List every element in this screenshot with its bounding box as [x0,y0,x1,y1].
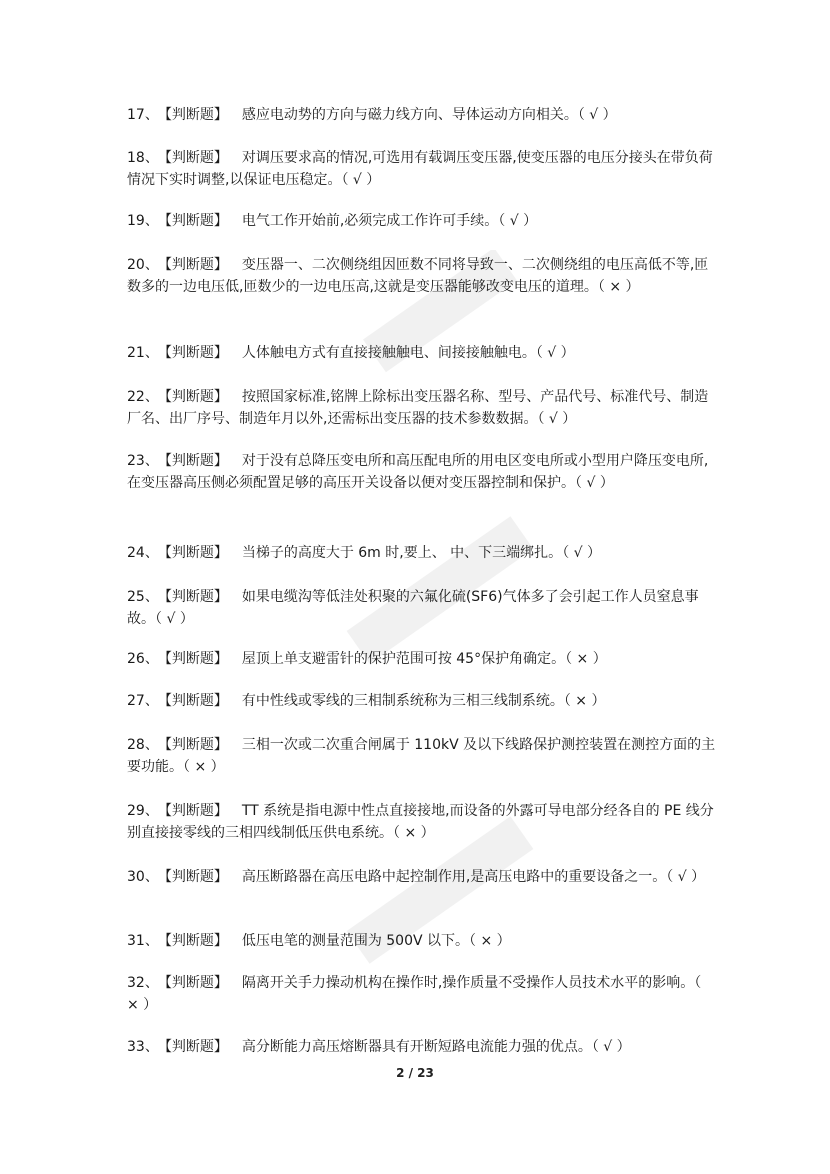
page-number: 2 / 23 [396,1066,434,1080]
question-27: 27、 【判断题】 有中性线或零线的三相制系统称为三相三线制系统。（ × ） [127,693,606,709]
question-28: 28、 【判断题】 三相一次或二次重合闸属于 110kV 及以下线路保护测控装置在测控方面的主要功能。（ × ） [127,737,716,775]
question-21: 21、 【判断题】 人体触电方式有直接接触触电、间接接触触电。（ √ ） [127,345,575,361]
question-31: 31、 【判断题】 低压电笔的测量范围为 500V 以下。（ × ） [127,933,511,949]
question-33: 33、 【判断题】 高分断能力高压熔断器具有开断短路电流能力强的优点。（ √ ） [127,1039,631,1055]
question-26: 26、 【判断题】 屋顶上单支避雷针的保护范围可按 45°保护角确定。（ × ） [127,651,607,667]
question-25: 25、 【判断题】 如果电缆沟等低洼处积聚的六氟化硫(SF6)气体多了会引起工作人员窒息事故。（ √ ） [127,589,699,627]
question-23: 23、 【判断题】 对于没有总降压变电所和高压配电所的用电区变电所或小型用户降压变电所,在变压器高压侧必须配置足够的高压开关设备以便对变压器控制和保护。（ √ ） [127,453,709,491]
question-20: 20、 【判断题】 变压器一、二次侧绕组因匝数不同将导致一、二次侧绕组的电压高低不等,匝数多的一边电压低,匝数少的一边电压高,这就是变压器能够改变电压的道理。（ × ） [127,257,709,295]
question-24: 24、 【判断题】 当梯子的高度大于 6m 时,要上、 中、下三端绑扎。（ √ ） [127,545,602,561]
question-29: 29、 【判断题】 TT 系统是指电源中性点直接接地,而设备的外露可导电部分经各自的 PE 线分别直接接零线的三相四线制低压供电系统。（ × ） [127,803,714,841]
question-17: 17、 【判断题】 感应电动势的方向与磁力线方向、导体运动方向相关。（ √ ） [127,107,617,123]
question-19: 19、 【判断题】 电气工作开始前,必须完成工作许可手续。（ √ ） [127,213,538,229]
question-32: 32、 【判断题】 隔离开关手力操动机构在操作时,操作质量不受操作人员技术水平的影响。（ × ） [127,975,706,1013]
question-30: 30、 【判断题】 高压断路器在高压电路中起控制作用,是高压电路中的重要设备之一。（ √ ） [127,869,706,885]
question-18: 18、 【判断题】 对调压要求高的情况,可选用有载调压变压器,使变压器的电压分接头在带负荷情况下实时调整,以保证电压稳定。（ √ ） [127,150,713,188]
question-22: 22、 【判断题】 按照国家标准,铭牌上除标出变压器名称、型号、产品代号、标准代号、制造厂名、出厂序号、制造年月以外,还需标出变压器的技术参数数据。（ √ ） [127,389,709,427]
